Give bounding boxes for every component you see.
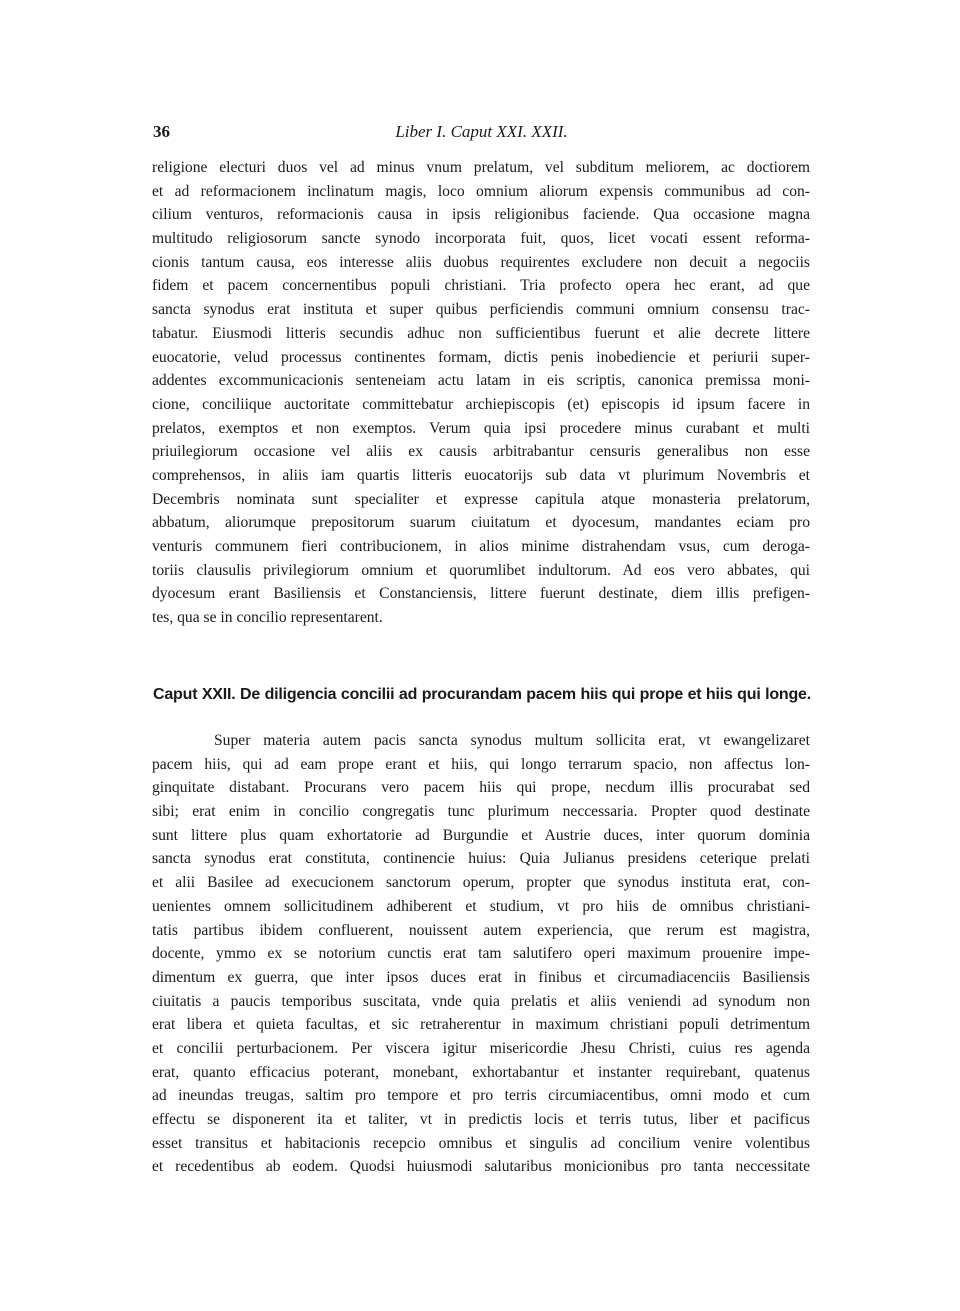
text-line: tatis partibus ibidem confluerent, nouissent autem experiencia, que rerum est magistra, — [152, 921, 810, 939]
text-line: dimentum ex guerra, que inter ipsos duces erat in finibus et circumadiacenciis Basiliensis — [152, 968, 810, 986]
text-line: venturis communem fieri contribucionem, in alios minime distrahendam vsus, cum deroga- — [152, 538, 810, 555]
text-line: Super materia autem pacis sancta synodus multum sollicita erat, vt ewangelizaret — [214, 732, 810, 749]
text-line: esset transitus et habitacionis recepcio omnibus et singulis ad concilium venire volentibus — [152, 1134, 810, 1152]
running-title: Liber I. Caput XXI. XXII. — [395, 122, 568, 141]
text-line: pacem hiis, qui ad eam prope erant et hiis, qui longo terrarum spacio, non affectus lon- — [152, 755, 810, 773]
text-line: et concilii perturbacionem. Per viscera igitur misericordie Jhesu Christi, cuius res agenda — [152, 1039, 810, 1057]
text-line: abbatum, aliorumque prepositorum suarum ciuitatum et dyocesum, mandantes eciam pro — [152, 514, 810, 532]
text-line: addentes excommunicacionis senteneiam actu latam in eis scriptis, canonica premissa moni- — [152, 372, 810, 390]
text-line: Decembris nominata sunt specialiter et expresse capitula atque monasteria prelatorum, — [152, 490, 810, 508]
chapter-xxii-text — [152, 729, 810, 1179]
chapter-heading: Caput XXII. De diligencia concilii ad procurandam pacem hiis qui prope et hiis qui longe. — [153, 686, 811, 703]
text-line: toriis clausulis privilegiorum omnium et quorumlibet indultorum. Ad eos vero abbates, qui — [152, 561, 810, 579]
text-line: ginquitate distabant. Procurans vero pacem hiis qui prope, necdum illis procurabat sed — [152, 779, 810, 797]
text-line: cione, conciliique auctoritate committebatur archiepiscopis (et) episcopis id ipsum facere in — [152, 395, 810, 413]
text-line: ad ineundas treugas, saltim pro tempore et pro terris circumiacentibus, omni modo et cum — [152, 1087, 810, 1105]
text-line: fidem et pacem concernentibus populi christiani. Tria profecto opera hec erant, ad que — [152, 277, 810, 295]
text-line: sancta synodus erat instituta et super quibus perficiendis communi omnium consensu trac- — [152, 301, 810, 319]
text-line: dyocesum erant Basiliensis et Constanciensis, littere fuerunt destinate, diem illis prefigen- — [152, 585, 810, 603]
chapter-xxi-text — [152, 156, 810, 630]
text-line: effectu se disponerent ita et taliter, vt in predictis locis et terris tutus, liber et pacificus — [152, 1111, 810, 1128]
text-line: et alii Basilee ad execucionem sanctorum operum, propter que synodus instituta erat, con- — [152, 874, 810, 892]
text-line: priuilegiorum occasione vel aliis ex causis arbitrabantur censuris generalibus non esse — [152, 443, 810, 461]
text-line: tabatur. Eiusmodi litteris secundis adhuc non sufficientibus fuerunt et alie decrete littere — [152, 324, 810, 342]
running-head — [153, 122, 810, 148]
text-line: sancta synodus erat constituta, continencie huius: Quia Julianus presidens ceterique prelati — [152, 850, 810, 868]
text-line: cionis tantum causa, eos interesse aliis duobus requirentes excludere non decuit a negociis — [152, 253, 810, 271]
text-line: religione electuri duos vel ad minus vnum prelatum, vel subditum meliorem, ac doctiorem — [152, 159, 810, 176]
page-number: 36 — [153, 122, 170, 141]
text-line: tes, qua se in concilio representarent. — [152, 609, 383, 627]
text-line: prelatos, exemptos et non exemptos. Verum quia ipsi procedere minus curabant et multi — [152, 419, 810, 437]
text-line: sunt littere plus quam exhortatorie ad Burgundie et Austrie duces, inter quorum dominia — [152, 826, 810, 844]
text-line: uenientes omnem sollicitudinem adhiberent et studium, vt pro hiis de omnibus christiani- — [152, 897, 810, 915]
text-line: erat libera et quieta facultas, et sic retraherentur in maximum christiani populi detrimentum — [152, 1016, 810, 1034]
text-line: et ad reformacionem inclinatum magis, loco omnium aliorum expensis communibus ad con- — [152, 182, 810, 200]
text-line: comprehensos, in aliis iam quartis litteris euocatorijs sub data vt plurimum Novembris et — [152, 466, 810, 484]
text-line: multitudo religiosorum sancte synodo incorporata fuit, quos, licet vocati essent reforma- — [152, 230, 810, 248]
text-line: docente, ymmo ex se notorium cunctis erat tam salutifero operi maximum prouenire impe- — [152, 945, 810, 963]
text-line: ciuitatis a paucis temporibus suscitata, vnde quia prelatis et aliis veniendi ad synodum non — [152, 992, 810, 1010]
text-line: sibi; erat enim in concilio congregatis tunc plurimum neccessaria. Propter quod destinate — [152, 803, 810, 821]
text-line: et recedentibus ab eodem. Quodsi huiusmodi salutaribus monicionibus pro tanta neccessitate — [152, 1158, 810, 1176]
text-line: erat, quanto efficacius poterant, monebant, exhortabantur et instanter requirebant, quatenus — [152, 1063, 810, 1081]
text-line: euocatorie, velud processus continentes formam, dictis penis inobediencie et periurii super- — [152, 348, 810, 366]
text-line: cilium venturos, reformacionis causa in ipsis religionibus faciende. Qua occasione magna — [152, 206, 810, 224]
